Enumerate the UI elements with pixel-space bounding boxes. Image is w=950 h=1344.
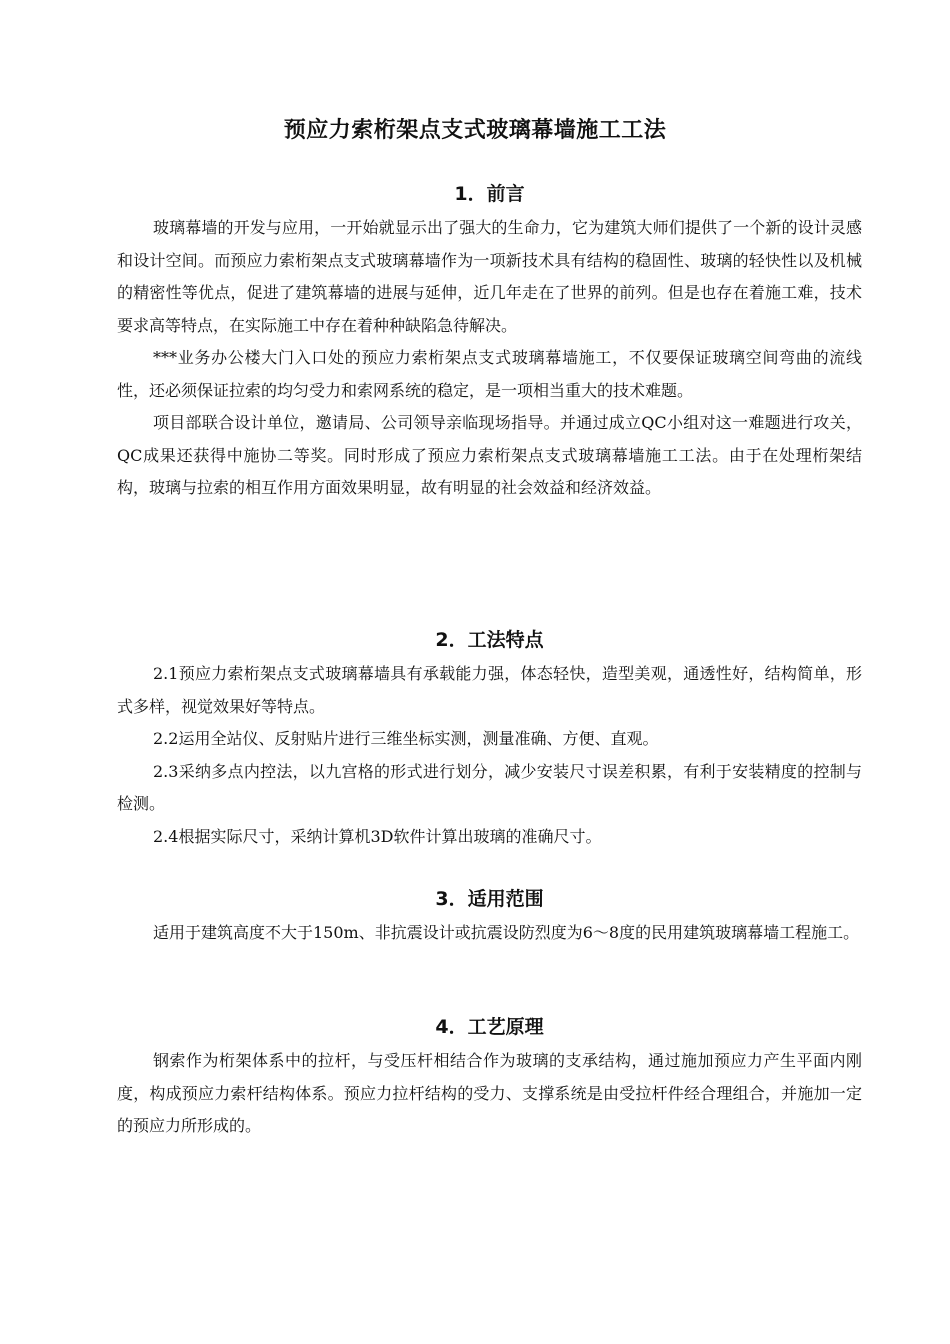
paragraph: 2.1预应力索桁架点支式玻璃幕墙具有承载能力强，体态轻快，造型美观，通透性好，结构简单，形式多样，视觉效果好等特点。 (117, 664, 862, 716)
paragraph: ***业务办公楼大门入口处的预应力索桁架点支式玻璃幕墙施工，不仅要保证玻璃空间弯曲的流线性，还必须保证拉索的均匀受力和索网系统的稳定，是一项相当重大的技术难题。 (117, 348, 862, 400)
section-scope (117, 884, 862, 950)
paragraph: 钢索作为桁架体系中的拉杆，与受压杆相结合作为玻璃的支承结构，通过施加预应力产生平面内刚度，构成预应力索杆结构体系。预应力拉杆结构的受力、支撑系统是由受拉杆件经合理组合，并施加一定的预应力所形成的。 (117, 1051, 862, 1135)
section-preface (117, 179, 862, 505)
section-features (117, 625, 862, 853)
document-title: 预应力索桁架点支式玻璃幕墙施工工法 (283, 118, 667, 143)
section-heading: 4．工艺原理 (435, 1016, 544, 1038)
section-heading: 3．适用范围 (435, 888, 544, 910)
paragraph: 适用于建筑高度不大于150m、非抗震设计或抗震设防烈度为6～8度的民用建筑玻璃幕墙工程施工。 (153, 923, 860, 942)
section-heading: 1．前言 (454, 183, 525, 205)
paragraph: 2.4根据实际尺寸，采纳计算机3D软件计算出玻璃的准确尺寸。 (153, 826, 602, 846)
paragraph: 2.2运用全站仪、反射贴片进行三维坐标实测，测量准确、方便、直观。 (153, 729, 659, 748)
paragraph: 玻璃幕墙的开发与应用，一开始就显示出了强大的生命力，它为建筑大师们提供了一个新的设计灵感和设计空间。而预应力索桁架点支式玻璃幕墙作为一项新技术具有结构的稳固性、玻璃的轻快性以及机械的精密性等优点，促进了建筑幕墙的进展与延伸，近几年走在了世界的前列。但是也存在着施工难，技术要求高等特点，在实际施工中存在着种种缺陷急待解决。 (117, 218, 862, 335)
paragraph: 2.3采纳多点内控法，以九宫格的形式进行划分，减少安装尺寸误差积累，有利于安装精度的控制与检测。 (117, 761, 862, 813)
section-principle (117, 1012, 862, 1143)
paragraph: 项目部联合设计单位，邀请局、公司领导亲临现场指导。并通过成立QC小组对这一难题进行攻关，QC成果还获得中施协二等奖。同时形成了预应力索桁架点支式玻璃幕墙施工工法。由于在处理桁架结构，玻璃与拉索的相互作用方面效果明显，故有明显的社会效益和经济效益。 (117, 413, 862, 497)
section-heading: 2．工法特点 (435, 629, 544, 651)
